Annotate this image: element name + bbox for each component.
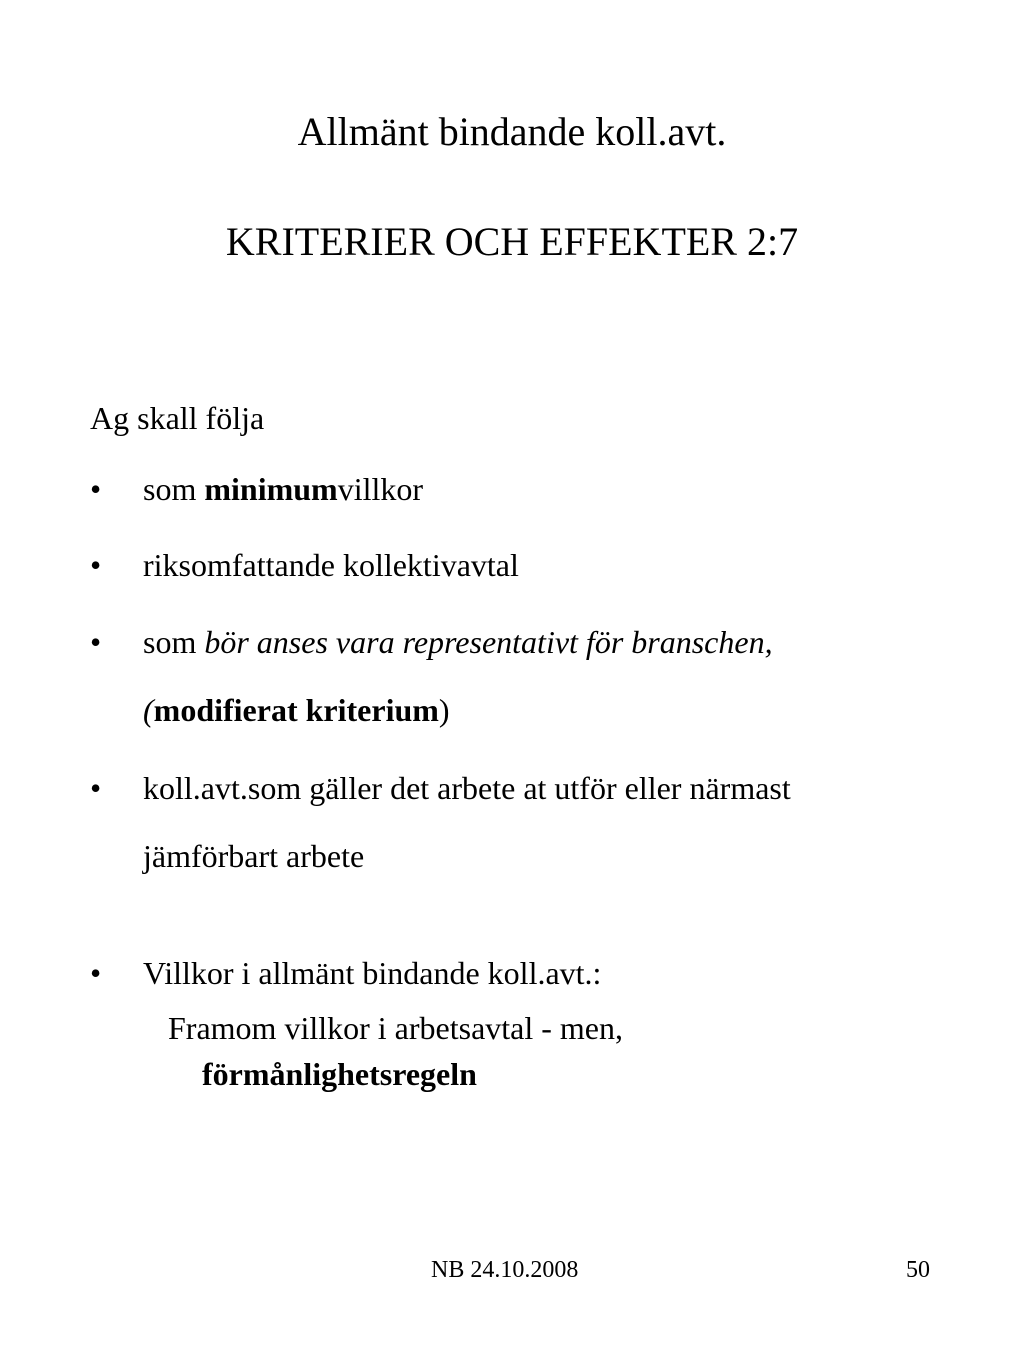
paren-open: ( (143, 692, 154, 728)
sub-line: Framom villkor i arbetsavtal - men, (168, 1010, 623, 1046)
bullet-marker: • (90, 955, 102, 991)
bullet-item-riksomfattande: riksomfattande kollektivavtal (143, 547, 519, 583)
bullet-marker: • (90, 547, 102, 583)
bullet-text: som (143, 624, 205, 660)
sub-line-emphasis (202, 1054, 477, 1094)
bullet-text: som (143, 471, 205, 507)
formanlighetsregeln: förmånlighetsregeln (202, 1056, 477, 1092)
bullet-continuation (143, 690, 450, 730)
bullet-text: villkor (337, 471, 424, 507)
bullet-emphasis: minimum (204, 471, 338, 507)
bullet-marker: • (90, 770, 102, 806)
intro-text: Ag skall följa (90, 400, 265, 436)
bullet-marker: • (90, 471, 102, 507)
bullet-item-koll-avt: koll.avt.som gäller det arbete at utför eller närmast (143, 770, 791, 806)
slide-subtitle: KRITERIER OCH EFFEKTER 2:7 (225, 219, 799, 264)
slide-title: Allmänt bindande koll.avt. (297, 109, 727, 154)
bullet-item-villkor: Villkor i allmänt bindande koll.avt.: (143, 955, 602, 991)
bullet-item-representativt (143, 622, 773, 662)
bullet-item-minimum (143, 469, 423, 509)
bullet-marker: • (90, 624, 102, 660)
bullet-italic-text: bör anses vara representativt för branschen, (204, 624, 773, 660)
bullet-emphasis: modifierat kriterium (153, 692, 439, 728)
paren-close: ) (438, 692, 450, 728)
page-number: 50 (906, 1257, 930, 1283)
footer-date: NB 24.10.2008 (431, 1257, 579, 1283)
bullet-continuation: jämförbart arbete (143, 838, 365, 874)
